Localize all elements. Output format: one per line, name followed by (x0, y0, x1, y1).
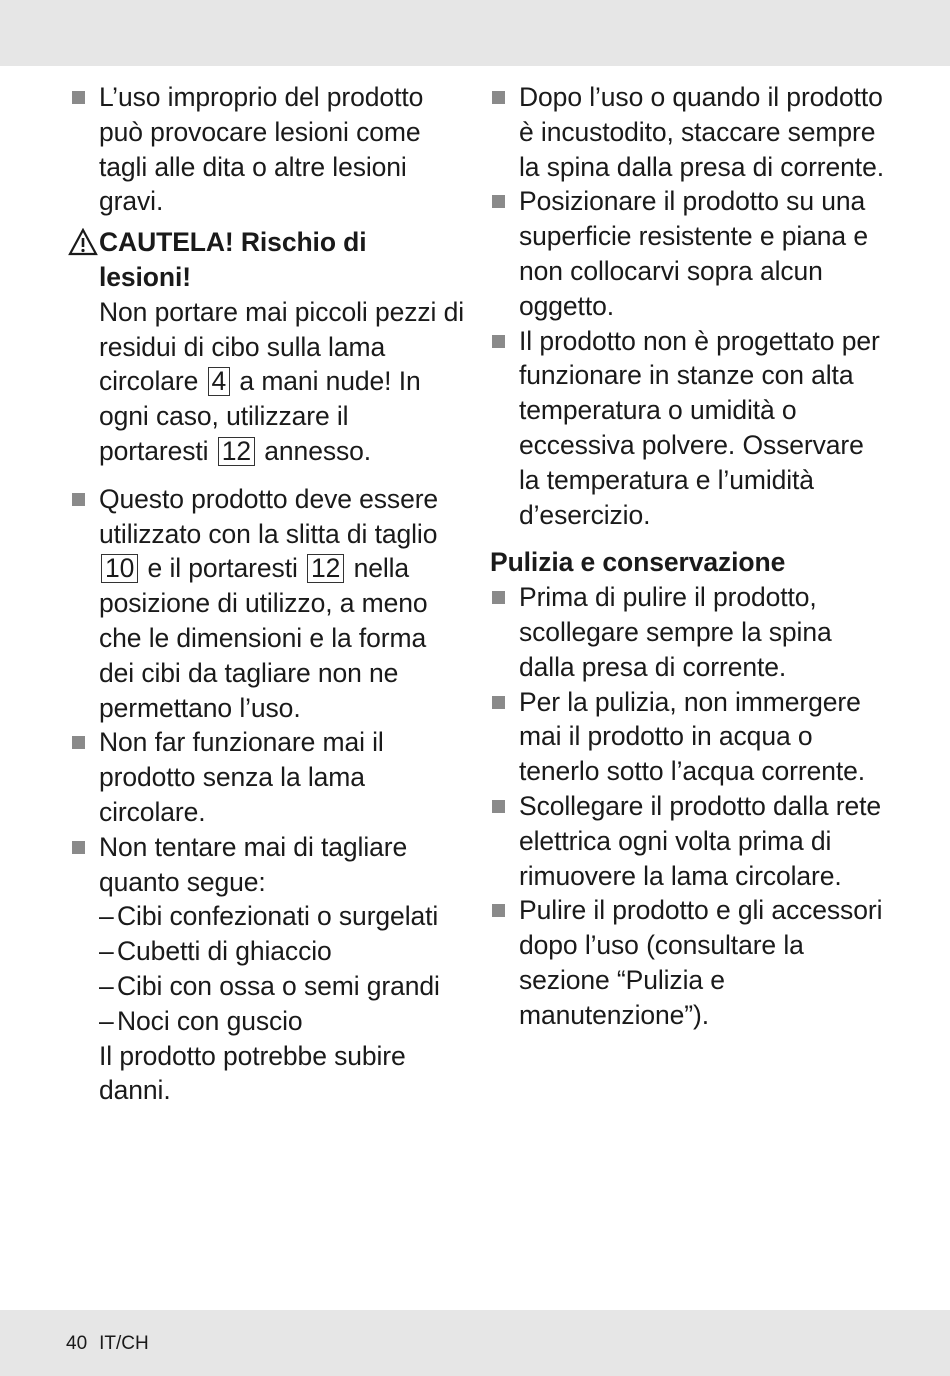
part-reference: 4 (208, 367, 231, 396)
item-text: Il prodotto potrebbe subire danni. (99, 1040, 406, 1106)
item-text: Non tentare mai di tagliare quanto segue: (99, 831, 408, 897)
dash-list-item: – Cubetti di ghiaccio (99, 936, 332, 967)
list-item (490, 324, 890, 533)
square-bullet-icon (492, 696, 505, 709)
dash-list-item: – Noci con guscio (99, 1005, 303, 1036)
item-text: Questo prodotto deve essere utilizzato con la slitta di taglio 10 e il portaresti 12 nella posizione di utilizzo, a meno che le dimensioni e la forma dei cibi da tagliare non ne permettano l’uso. (99, 483, 439, 723)
header-band (0, 0, 950, 66)
part-reference: 10 (101, 554, 138, 583)
dash-list-item: – Cibi confezionati o surgelati (99, 901, 439, 932)
warning-triangle-icon (68, 228, 98, 256)
square-bullet-icon (492, 335, 505, 348)
item-text: Il prodotto non è progettato per funzionare in stanze con alta temperatura o umidità o eccessiva polvere. Osservare la temperatura e l’umidità d’esercizio. (519, 325, 880, 530)
part-reference: 12 (307, 554, 344, 583)
page-number: 40 (66, 1333, 88, 1354)
caution-block (70, 225, 465, 469)
left-column (70, 80, 465, 1108)
dash-list-item: – Cibi con ossa o semi grandi (99, 970, 440, 1001)
list-item (490, 580, 890, 684)
caution-heading: CAUTELA! Rischio di lesioni! (99, 227, 367, 292)
square-bullet-icon (72, 736, 85, 749)
part-reference: 12 (218, 437, 255, 466)
square-bullet-icon (492, 91, 505, 104)
page-footer (66, 1332, 149, 1356)
right-column (490, 80, 890, 1033)
square-bullet-icon (72, 841, 85, 854)
item-text: Dopo l’uso o quando il prodotto è incustodito, staccare sempre la spina dalla presa di corrente. (519, 82, 884, 182)
square-bullet-icon (72, 493, 85, 506)
list-item (490, 80, 890, 184)
square-bullet-icon (72, 91, 85, 104)
list-item (70, 725, 465, 829)
locale-label: IT/CH (99, 1333, 149, 1354)
item-text: Scollegare il prodotto dalla rete elettrica ogni volta prima di rimuovere la lama circolare. (519, 790, 882, 891)
item-text: Prima di pulire il prodotto, scollegare sempre la spina dalla presa di corrente. (519, 582, 832, 682)
section-title: Pulizia e conservazione (490, 547, 786, 578)
item-text: Per la pulizia, non immergere mai il prodotto in acqua o tenerlo sotto l’acqua corrente. (519, 686, 866, 787)
list-item (490, 685, 890, 789)
square-bullet-icon (492, 591, 505, 604)
list-item (490, 789, 890, 893)
caution-text: Non portare mai piccoli pezzi di residui di cibo sulla lama circolare 4 a mani nude! In ogni caso, utilizzare il portaresti 12 annesso. (99, 296, 465, 466)
list-item (490, 184, 890, 323)
item-text: Posizionare il prodotto su una superficie resistente e piana e non collocarvi sopra alcun oggetto. (519, 186, 868, 321)
item-text: L’uso improprio del prodotto può provocare lesioni come tagli alle dita o altre lesioni gravi. (99, 82, 424, 217)
square-bullet-icon (492, 800, 505, 813)
list-item (70, 482, 465, 726)
square-bullet-icon (492, 904, 505, 917)
item-text: Pulire il prodotto e gli accessori dopo l’uso (consultare la sezione “Pulizia e manutenzione”). (519, 895, 883, 1030)
item-text: Non far funzionare mai il prodotto senza la lama circolare. (99, 727, 384, 827)
square-bullet-icon (492, 195, 505, 208)
list-item (70, 80, 465, 219)
list-item (70, 830, 465, 1108)
list-item (490, 893, 890, 1032)
